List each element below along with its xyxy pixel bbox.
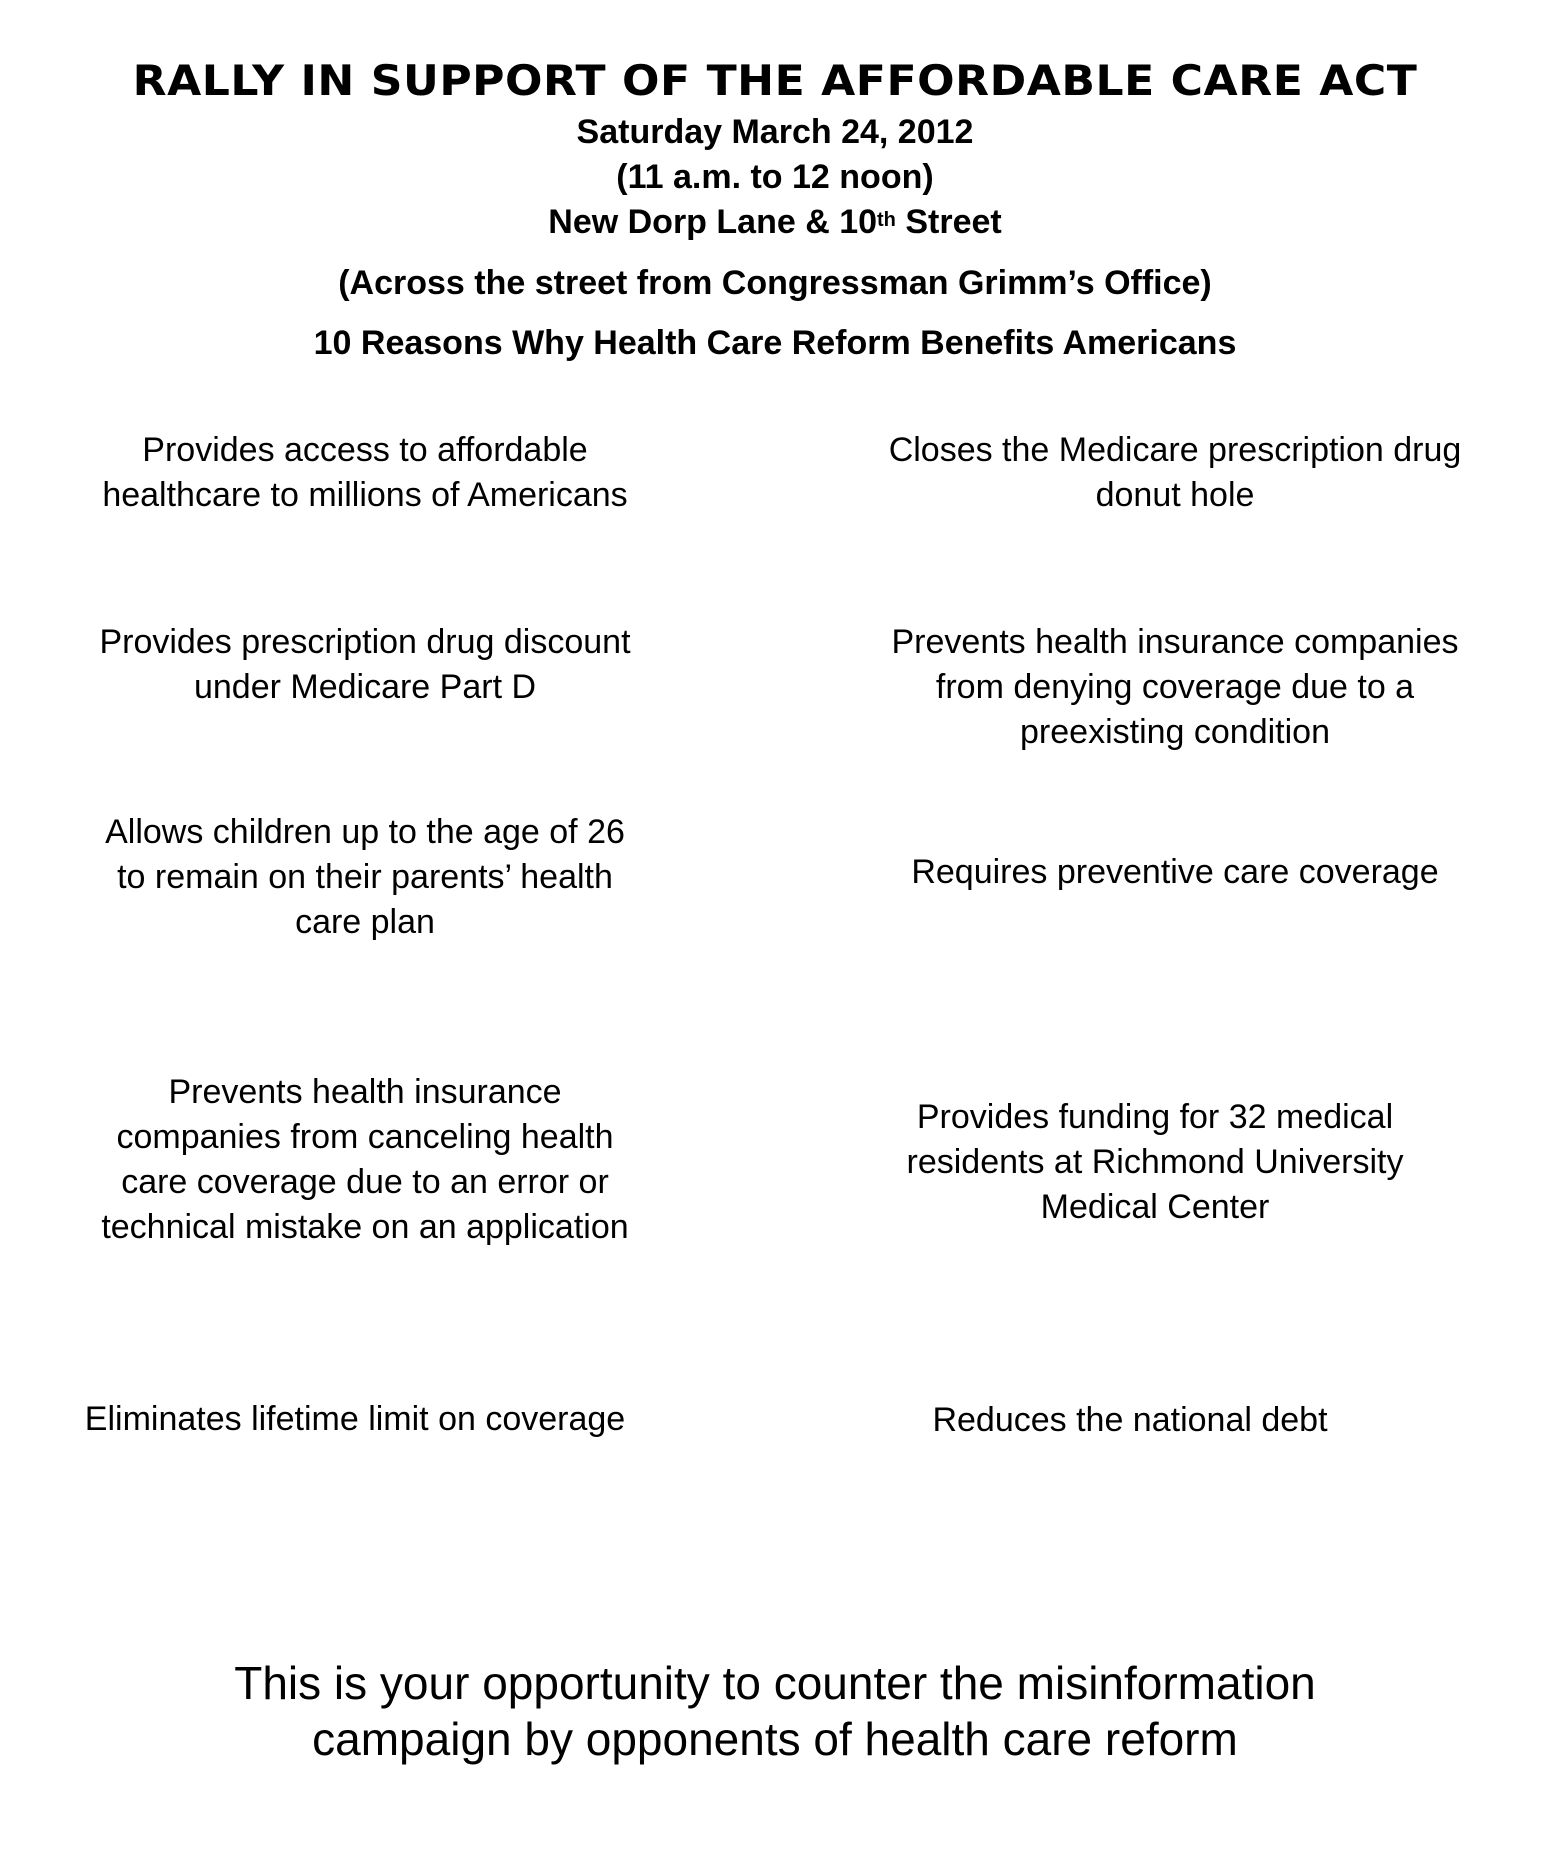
reason-8: [805, 1095, 1505, 1230]
reason-line: Allows children up to the age of 26: [105, 813, 625, 851]
reason-7: [40, 1070, 690, 1250]
reason-line: Provides funding for 32 medical: [916, 1098, 1394, 1136]
call-to-action-line: campaign by opponents of health care reform: [312, 1713, 1238, 1765]
reason-line: Provides access to affordable: [142, 431, 588, 469]
reason-line: technical mistake on an application: [101, 1208, 629, 1246]
reason-line: care coverage due to an error or: [121, 1163, 609, 1201]
location-street: New Dorp Lane & 10: [548, 203, 878, 241]
reason-line: under Medicare Part D: [193, 668, 537, 706]
reason-line: companies from canceling health: [116, 1118, 614, 1156]
rally-time: (11 a.m. to 12 noon): [616, 158, 934, 196]
reason-line: healthcare to millions of Americans: [102, 476, 628, 514]
reason-line: preexisting condition: [1020, 713, 1330, 751]
reason-line: care plan: [295, 903, 435, 941]
rally-location: [0, 200, 1550, 245]
location-street-suffix: Street: [895, 203, 1002, 241]
reason-line: donut hole: [1095, 476, 1255, 514]
reason-line: Closes the Medicare prescription drug: [888, 431, 1462, 469]
reason-line: residents at Richmond University: [906, 1143, 1404, 1181]
reason-line: to remain on their parents’ health: [117, 858, 613, 896]
location-ordinal: th: [877, 209, 896, 231]
reason-line: Requires preventive care coverage: [911, 853, 1439, 891]
flyer-header: [0, 52, 1550, 366]
call-to-action: [0, 1655, 1550, 1767]
reason-1: [40, 428, 690, 518]
reason-line: Reduces the national debt: [932, 1401, 1328, 1439]
reason-line: Medical Center: [1040, 1188, 1270, 1226]
reason-3: [40, 620, 690, 710]
reason-10: [780, 1398, 1480, 1443]
call-to-action-line: This is your opportunity to counter the misinformation: [234, 1657, 1316, 1709]
reasons-heading: 10 Reasons Why Health Care Reform Benefits Americans: [313, 324, 1237, 362]
reason-line: from denying coverage due to a: [935, 668, 1415, 706]
reason-5: [40, 810, 690, 945]
reason-line: Provides prescription drug discount: [99, 623, 631, 661]
rally-landmark: (Across the street from Congressman Grimm’s Office): [338, 264, 1212, 302]
reason-line: Prevents health insurance companies: [891, 623, 1459, 661]
reason-9: [30, 1397, 680, 1442]
reason-line: Eliminates lifetime limit on coverage: [84, 1400, 626, 1438]
reason-2: [825, 428, 1525, 518]
rally-date: Saturday March 24, 2012: [576, 113, 974, 151]
reason-4: [825, 620, 1525, 755]
rally-title: RALLY IN SUPPORT OF THE AFFORDABLE CARE ACT: [132, 56, 1418, 105]
reason-line: Prevents health insurance: [168, 1073, 562, 1111]
reason-6: [825, 850, 1525, 895]
